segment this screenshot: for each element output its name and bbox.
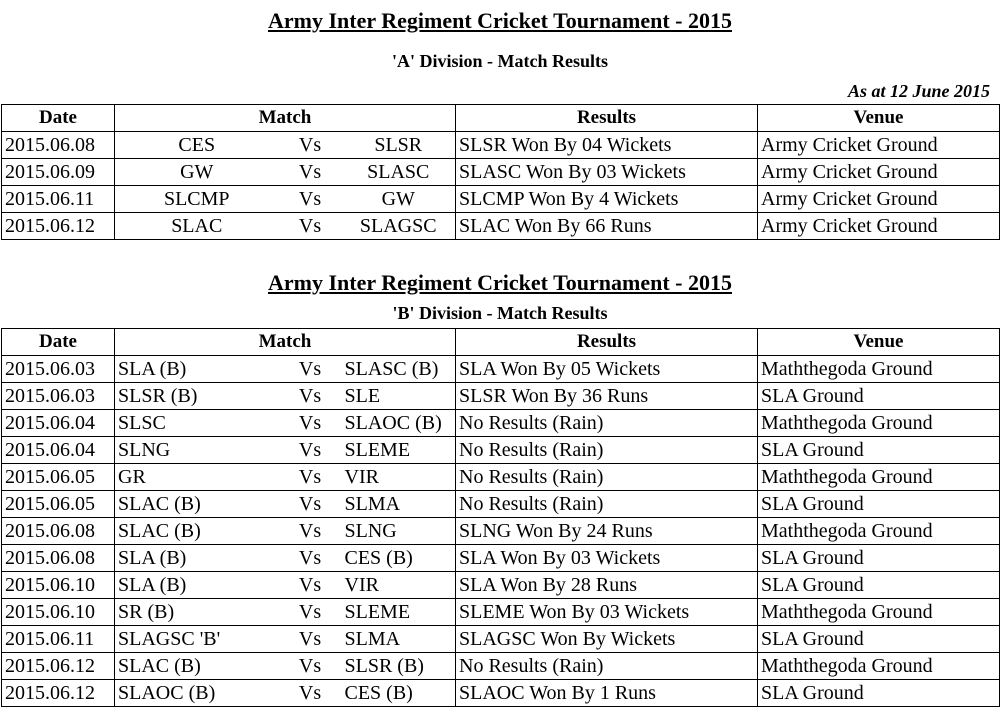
team-one-cell: SLA (B) bbox=[115, 545, 279, 572]
result-cell: SLA Won By 03 Wickets bbox=[456, 545, 758, 572]
vs-cell: Vs bbox=[279, 545, 342, 572]
match-header: Match bbox=[115, 105, 456, 132]
team-two-cell: CES (B) bbox=[342, 545, 456, 572]
venue-cell: SLA Ground bbox=[758, 383, 1000, 410]
team-one-cell: GW bbox=[115, 159, 279, 186]
result-cell: No Results (Rain) bbox=[456, 491, 758, 518]
venue-cell: SLA Ground bbox=[758, 626, 1000, 653]
team-two-cell: SLAGSC bbox=[342, 213, 456, 240]
match-date-cell: 2015.06.10 bbox=[2, 599, 115, 626]
team-one-cell: SLAC (B) bbox=[115, 491, 279, 518]
result-cell: SLEME Won By 03 Wickets bbox=[456, 599, 758, 626]
venue-cell: Maththegoda Ground bbox=[758, 518, 1000, 545]
table-row bbox=[2, 437, 1000, 464]
vs-cell: Vs bbox=[279, 356, 342, 383]
result-cell: SLAOC Won By 1 Runs bbox=[456, 680, 758, 707]
team-one-cell: CES bbox=[115, 132, 279, 159]
result-cell: No Results (Rain) bbox=[456, 437, 758, 464]
team-one-cell: SLAC (B) bbox=[115, 653, 279, 680]
venue-cell: SLA Ground bbox=[758, 680, 1000, 707]
match-date-cell: 2015.06.09 bbox=[2, 159, 115, 186]
vs-cell: Vs bbox=[279, 680, 342, 707]
match-date-cell: 2015.06.12 bbox=[2, 213, 115, 240]
table-row bbox=[2, 410, 1000, 437]
table-row bbox=[2, 383, 1000, 410]
team-one-cell: SLSC bbox=[115, 410, 279, 437]
a-division-title: Army Inter Regiment Cricket Tournament - 2015 bbox=[268, 8, 732, 33]
match-date-cell: 2015.06.11 bbox=[2, 186, 115, 213]
vs-cell: Vs bbox=[279, 410, 342, 437]
team-one-cell: SLAC (B) bbox=[115, 518, 279, 545]
table-row bbox=[2, 213, 1000, 240]
venue-cell: Army Cricket Ground bbox=[758, 159, 1000, 186]
b-division-subtitle: 'B' Division - Match Results bbox=[392, 303, 608, 323]
result-cell: SLA Won By 28 Runs bbox=[456, 572, 758, 599]
a-division-subtitle: 'A' Division - Match Results bbox=[392, 51, 608, 71]
result-cell: SLAGSC Won By Wickets bbox=[456, 626, 758, 653]
vs-cell: Vs bbox=[279, 464, 342, 491]
team-one-cell: SLAOC (B) bbox=[115, 680, 279, 707]
team-two-cell: VIR bbox=[342, 572, 456, 599]
table-row bbox=[2, 680, 1000, 707]
match-date-cell: 2015.06.05 bbox=[2, 464, 115, 491]
result-cell: SLA Won By 05 Wickets bbox=[456, 356, 758, 383]
team-two-cell: SLASC (B) bbox=[342, 356, 456, 383]
team-two-cell: SLMA bbox=[342, 626, 456, 653]
venue-header: Venue bbox=[758, 105, 1000, 132]
match-date-cell: 2015.06.12 bbox=[2, 653, 115, 680]
venue-cell: Army Cricket Ground bbox=[758, 132, 1000, 159]
vs-cell: Vs bbox=[279, 626, 342, 653]
team-one-cell: SLA (B) bbox=[115, 572, 279, 599]
match-date-cell: 2015.06.10 bbox=[2, 572, 115, 599]
result-cell: SLCMP Won By 4 Wickets bbox=[456, 186, 758, 213]
table-row bbox=[2, 653, 1000, 680]
match-date-cell: 2015.06.12 bbox=[2, 680, 115, 707]
table-row bbox=[2, 626, 1000, 653]
venue-cell: Maththegoda Ground bbox=[758, 410, 1000, 437]
team-two-cell: SLSR (B) bbox=[342, 653, 456, 680]
team-two-cell: SLSR bbox=[342, 132, 456, 159]
team-two-cell: SLMA bbox=[342, 491, 456, 518]
team-two-cell: SLEME bbox=[342, 599, 456, 626]
vs-cell: Vs bbox=[279, 159, 342, 186]
result-cell: SLASC Won By 03 Wickets bbox=[456, 159, 758, 186]
team-two-cell: CES (B) bbox=[342, 680, 456, 707]
match-date-cell: 2015.06.03 bbox=[2, 383, 115, 410]
result-cell: SLNG Won By 24 Runs bbox=[456, 518, 758, 545]
match-date-cell: 2015.06.11 bbox=[2, 626, 115, 653]
team-two-cell: GW bbox=[342, 186, 456, 213]
team-two-cell: SLASC bbox=[342, 159, 456, 186]
result-cell: No Results (Rain) bbox=[456, 653, 758, 680]
vs-cell: Vs bbox=[279, 599, 342, 626]
vs-cell: Vs bbox=[279, 653, 342, 680]
venue-cell: SLA Ground bbox=[758, 572, 1000, 599]
vs-cell: Vs bbox=[279, 383, 342, 410]
venue-cell: Maththegoda Ground bbox=[758, 653, 1000, 680]
venue-cell: SLA Ground bbox=[758, 437, 1000, 464]
table-row bbox=[2, 599, 1000, 626]
vs-cell: Vs bbox=[279, 132, 342, 159]
venue-header: Venue bbox=[758, 329, 1000, 356]
b-division-title: Army Inter Regiment Cricket Tournament - 2015 bbox=[268, 270, 732, 295]
team-one-cell: GR bbox=[115, 464, 279, 491]
table-row bbox=[2, 186, 1000, 213]
date-header: Date bbox=[2, 105, 115, 132]
team-two-cell: SLEME bbox=[342, 437, 456, 464]
team-two-cell: SLE bbox=[342, 383, 456, 410]
table-row bbox=[2, 132, 1000, 159]
team-one-cell: SLA (B) bbox=[115, 356, 279, 383]
venue-cell: SLA Ground bbox=[758, 491, 1000, 518]
result-cell: SLSR Won By 36 Runs bbox=[456, 383, 758, 410]
vs-cell: Vs bbox=[279, 186, 342, 213]
team-one-cell: SLCMP bbox=[115, 186, 279, 213]
venue-cell: SLA Ground bbox=[758, 545, 1000, 572]
match-date-cell: 2015.06.05 bbox=[2, 491, 115, 518]
result-cell: SLAC Won By 66 Runs bbox=[456, 213, 758, 240]
results-header: Results bbox=[456, 105, 758, 132]
date-header: Date bbox=[2, 329, 115, 356]
result-cell: No Results (Rain) bbox=[456, 464, 758, 491]
team-one-cell: SLAC bbox=[115, 213, 279, 240]
results-header: Results bbox=[456, 329, 758, 356]
match-date-cell: 2015.06.03 bbox=[2, 356, 115, 383]
vs-cell: Vs bbox=[279, 518, 342, 545]
match-date-cell: 2015.06.08 bbox=[2, 518, 115, 545]
match-date-cell: 2015.06.04 bbox=[2, 437, 115, 464]
result-cell: No Results (Rain) bbox=[456, 410, 758, 437]
team-one-cell: SLNG bbox=[115, 437, 279, 464]
vs-cell: Vs bbox=[279, 437, 342, 464]
b-division-results-table bbox=[1, 328, 1000, 707]
table-header-row bbox=[2, 105, 1000, 132]
vs-cell: Vs bbox=[279, 491, 342, 518]
venue-cell: Maththegoda Ground bbox=[758, 356, 1000, 383]
table-row bbox=[2, 572, 1000, 599]
as-at-date: As at 12 June 2015 bbox=[847, 81, 990, 101]
venue-cell: Maththegoda Ground bbox=[758, 464, 1000, 491]
table-row bbox=[2, 356, 1000, 383]
team-one-cell: SLSR (B) bbox=[115, 383, 279, 410]
table-row bbox=[2, 491, 1000, 518]
team-two-cell: VIR bbox=[342, 464, 456, 491]
match-date-cell: 2015.06.04 bbox=[2, 410, 115, 437]
table-header-row bbox=[2, 329, 1000, 356]
venue-cell: Army Cricket Ground bbox=[758, 213, 1000, 240]
venue-cell: Army Cricket Ground bbox=[758, 186, 1000, 213]
table-row bbox=[2, 159, 1000, 186]
match-header: Match bbox=[115, 329, 456, 356]
team-two-cell: SLNG bbox=[342, 518, 456, 545]
a-division-results-table bbox=[1, 104, 1000, 240]
vs-cell: Vs bbox=[279, 572, 342, 599]
table-row bbox=[2, 545, 1000, 572]
team-two-cell: SLAOC (B) bbox=[342, 410, 456, 437]
result-cell: SLSR Won By 04 Wickets bbox=[456, 132, 758, 159]
team-one-cell: SLAGSC 'B' bbox=[115, 626, 279, 653]
team-one-cell: SR (B) bbox=[115, 599, 279, 626]
table-row bbox=[2, 464, 1000, 491]
match-date-cell: 2015.06.08 bbox=[2, 545, 115, 572]
match-date-cell: 2015.06.08 bbox=[2, 132, 115, 159]
vs-cell: Vs bbox=[279, 213, 342, 240]
table-row bbox=[2, 518, 1000, 545]
venue-cell: Maththegoda Ground bbox=[758, 599, 1000, 626]
